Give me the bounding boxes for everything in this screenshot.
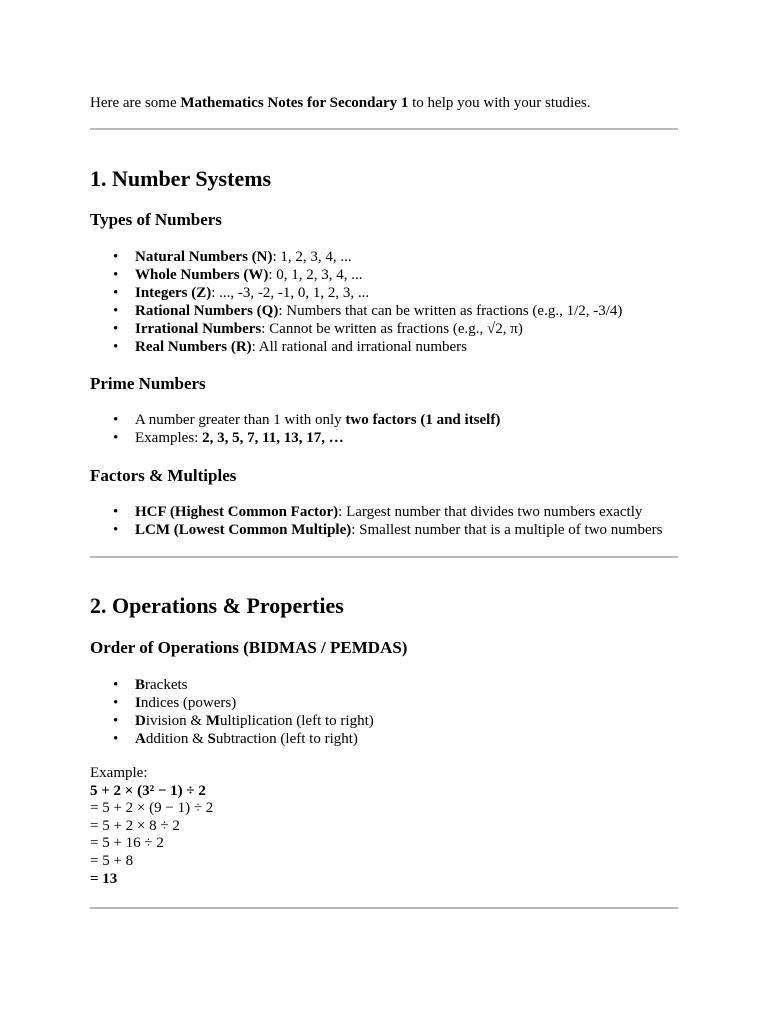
initial-letter: M [205, 713, 221, 729]
initial-letter: D [135, 713, 146, 729]
order-of-operations-list [90, 676, 374, 748]
bullet-icon: • [113, 285, 119, 301]
example-result [90, 871, 213, 889]
bullet-icon: • [113, 249, 119, 265]
item-text: ubtraction (left to right) [215, 731, 358, 747]
list-item [90, 284, 622, 302]
intro-bold-title: Mathematics Notes for Secondary 1 [180, 95, 409, 111]
types-of-numbers-list [90, 248, 622, 356]
order-of-operations-heading: Order of Operations (BIDMAS / PEMDAS) [90, 638, 408, 657]
section-1-title: 1. Number Systems [90, 166, 272, 191]
term-description: : 1, 2, 3, 4, ... [272, 249, 352, 265]
item-bold: 2, 3, 5, 7, 11, 13, 17, … [202, 430, 344, 446]
bullet-icon: • [113, 303, 119, 319]
example-label: Example: [90, 765, 148, 781]
list-item [90, 429, 500, 447]
item-text: rackets [145, 677, 188, 693]
example-step: = 5 + 2 × 8 ÷ 2 [90, 817, 180, 834]
divider [90, 556, 678, 558]
term: HCF (Highest Common Factor) [135, 504, 339, 520]
bullet-icon: • [113, 504, 119, 520]
item-text: ivision & [145, 713, 206, 729]
initial-letter: S [207, 731, 216, 747]
bullet-icon: • [113, 695, 119, 711]
initial-letter: A [135, 731, 146, 747]
list-item [90, 338, 622, 356]
bullet-icon: • [113, 430, 119, 446]
list-item [90, 503, 662, 521]
item-text: ddition & [145, 731, 208, 747]
term: Rational Numbers (Q) [135, 303, 279, 319]
intro-text-before: Here are some [90, 95, 181, 111]
factors-multiples-list [90, 503, 662, 539]
item-text: Examples: [135, 430, 203, 446]
item-text: ndices (powers) [140, 695, 237, 711]
list-item [90, 694, 374, 712]
term: Irrational Numbers [135, 321, 262, 337]
item-bold: two factors (1 and itself) [345, 412, 501, 428]
result-text: = 13 [90, 870, 118, 887]
term: Real Numbers (R) [135, 339, 252, 355]
example-expression [90, 783, 213, 801]
list-item [90, 712, 374, 730]
item-text: A number greater than 1 with only [135, 412, 346, 428]
bullet-icon: • [113, 321, 119, 337]
intro-text-after: to help you with your studies. [408, 95, 591, 111]
term: Integers (Z) [135, 285, 212, 301]
bullet-icon: • [113, 677, 119, 693]
list-item [90, 676, 374, 694]
item-text: ultiplication (left to right) [220, 713, 374, 729]
term-description: : All rational and irrational numbers [251, 339, 468, 355]
list-item [90, 248, 622, 266]
example-step: = 5 + 8 [90, 852, 134, 869]
list-item [90, 730, 374, 748]
example-step: = 5 + 2 × (9 − 1) ÷ 2 [90, 800, 214, 817]
example-step: = 5 + 16 ÷ 2 [90, 835, 164, 852]
term-description: : Largest number that divides two numbers exactly [338, 504, 643, 520]
term: Whole Numbers (W) [135, 267, 269, 283]
factors-multiples-heading: Factors & Multiples [90, 466, 237, 485]
intro-paragraph [90, 94, 590, 112]
term-description: : Smallest number that is a multiple of two numbers [351, 522, 663, 538]
term-description: : 0, 1, 2, 3, 4, ... [268, 267, 363, 283]
list-item [90, 266, 622, 284]
term-description: : Cannot be written as fractions (e.g., √2, π) [261, 321, 523, 337]
term: Natural Numbers (N) [135, 249, 273, 265]
expression-text: 5 + 2 × (3² − 1) ÷ 2 [90, 782, 206, 799]
bullet-icon: • [113, 731, 119, 747]
divider [90, 128, 678, 130]
list-item [90, 521, 662, 539]
list-item [90, 302, 622, 320]
term: LCM (Lowest Common Multiple) [135, 522, 352, 538]
term-description: : ..., -3, -2, -1, 0, 1, 2, 3, ... [211, 285, 370, 301]
initial-letter: B [135, 677, 146, 693]
bullet-icon: • [113, 267, 119, 283]
worked-example [90, 765, 213, 888]
bullet-icon: • [113, 713, 119, 729]
term-description: : Numbers that can be written as fractions (e.g., 1/2, -3/4) [278, 303, 623, 319]
list-item [90, 411, 500, 429]
list-item [90, 320, 622, 338]
types-of-numbers-heading: Types of Numbers [90, 210, 222, 229]
bullet-icon: • [113, 339, 119, 355]
divider [90, 907, 678, 909]
prime-numbers-heading: Prime Numbers [90, 374, 206, 393]
section-2-title: 2. Operations & Properties [90, 593, 344, 618]
bullet-icon: • [113, 522, 119, 538]
initial-letter: I [135, 695, 141, 711]
prime-numbers-list [90, 411, 500, 447]
bullet-icon: • [113, 412, 119, 428]
